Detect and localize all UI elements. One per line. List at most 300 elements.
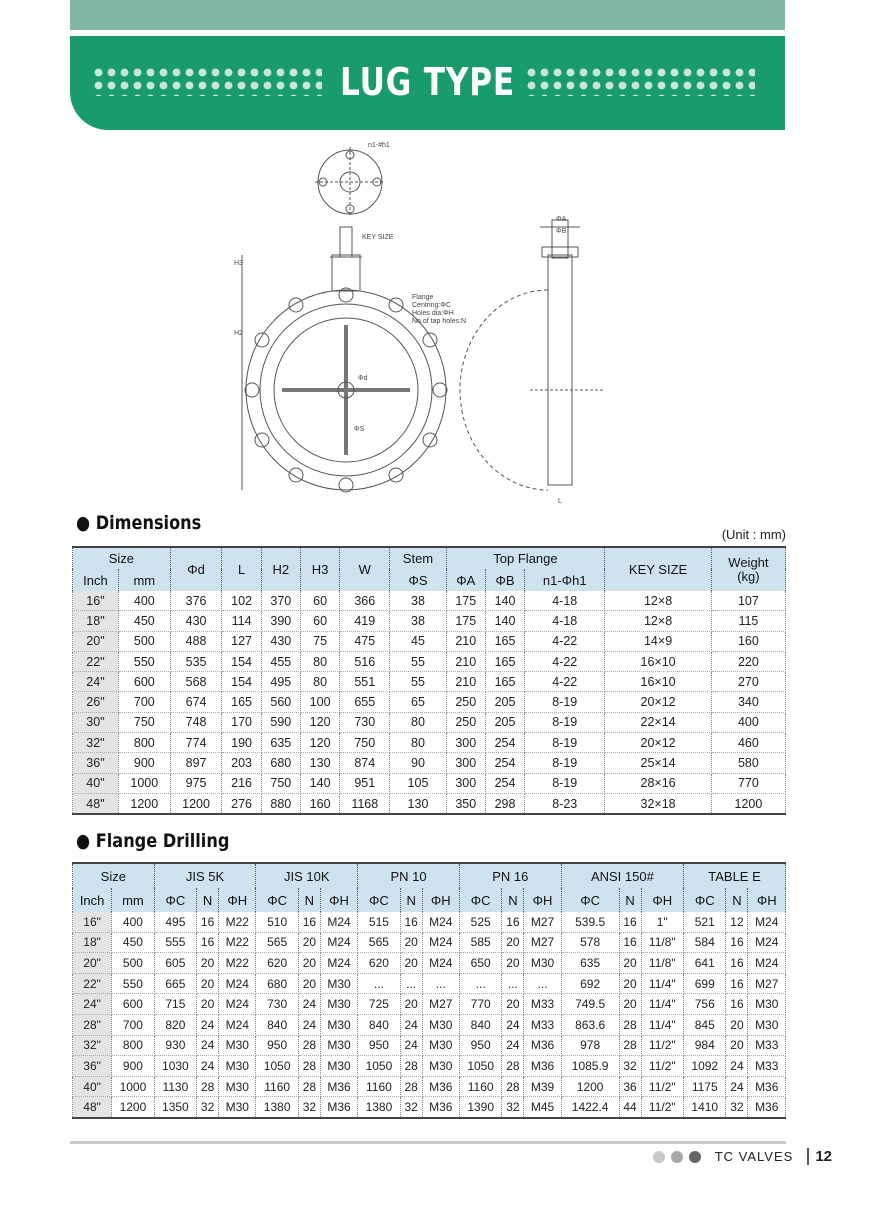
table-cell: 22": [73, 973, 112, 994]
footer-dot-icon: [671, 1151, 683, 1163]
table-cell: 175: [446, 591, 485, 611]
table-cell: 674: [170, 692, 222, 712]
table-cell: 715: [154, 994, 196, 1015]
table-cell: 1380: [256, 1097, 298, 1118]
table-cell: 80: [300, 672, 339, 692]
table-cell: 400: [112, 912, 154, 932]
table-cell: 665: [154, 973, 196, 994]
table-cell: 951: [340, 773, 390, 793]
table-cell: 140: [485, 611, 524, 631]
table-cell: 692: [561, 973, 619, 994]
table-cell: M24: [219, 973, 256, 994]
table-cell: 620: [358, 953, 400, 974]
table-cell: 276: [222, 793, 261, 814]
table-cell: 160: [300, 793, 339, 814]
table-cell: 400: [118, 591, 170, 611]
phid-label: Φd: [358, 375, 368, 382]
table-cell: M36: [748, 1076, 786, 1097]
table-row: [73, 912, 786, 932]
table-row: [73, 753, 786, 773]
sub-header: ΦC: [684, 888, 726, 912]
table-cell: 24: [298, 994, 320, 1015]
table-cell: 24: [197, 1014, 219, 1035]
page-title: LUG TYPE: [340, 60, 515, 104]
table-cell: 254: [485, 773, 524, 793]
table-cell: 1380: [358, 1097, 400, 1118]
table-cell: 20: [298, 953, 320, 974]
table-cell: 120: [300, 712, 339, 732]
w-header: W: [340, 547, 390, 591]
table-cell: 100: [300, 692, 339, 712]
table-cell: 1092: [684, 1056, 726, 1077]
table-cell: 24: [502, 1035, 524, 1056]
table-cell: 24": [73, 672, 119, 692]
inch-header: Inch: [73, 569, 119, 591]
table-cell: 500: [118, 631, 170, 651]
table-cell: 900: [112, 1056, 154, 1077]
table-cell: 20: [197, 994, 219, 1015]
page-header: [70, 36, 785, 130]
table-cell: 535: [170, 651, 222, 671]
table-cell: 419: [340, 611, 390, 631]
table-cell: 350: [446, 793, 485, 814]
table-cell: 60: [300, 611, 339, 631]
table-cell: 950: [358, 1035, 400, 1056]
table-cell: M24: [422, 932, 459, 953]
table-cell: M30: [320, 994, 357, 1015]
table-cell: 250: [446, 712, 485, 732]
table-cell: M30: [748, 1014, 786, 1035]
table-cell: 1200: [170, 793, 222, 814]
sub-header: ΦH: [641, 888, 684, 912]
table-cell: M24: [320, 912, 357, 932]
footer-dot-icon: [653, 1151, 665, 1163]
flange-title: Flange Drilling: [95, 830, 230, 852]
table-cell: 20: [197, 973, 219, 994]
table-cell: 800: [112, 1035, 154, 1056]
table-cell: 1200: [561, 1076, 619, 1097]
table-cell: 11/8": [641, 932, 684, 953]
table-cell: 130: [390, 793, 446, 814]
table-cell: 1410: [684, 1097, 726, 1118]
table-cell: 165: [485, 651, 524, 671]
table-cell: 1000: [118, 773, 170, 793]
table-cell: 38: [390, 591, 446, 611]
unit-label: (Unit : mm): [721, 527, 786, 542]
table-cell: 24: [726, 1056, 748, 1077]
table-cell: M22: [219, 932, 256, 953]
table-cell: 140: [485, 591, 524, 611]
table-cell: 650: [459, 953, 501, 974]
table-cell: 950: [459, 1035, 501, 1056]
sub-header: N: [298, 888, 320, 912]
table-row: [73, 1035, 786, 1056]
table-cell: M24: [748, 912, 786, 932]
sub-header: N: [502, 888, 524, 912]
table-cell: 216: [222, 773, 261, 793]
table-row: [73, 1097, 786, 1118]
table-cell: 635: [261, 733, 300, 753]
table-cell: 376: [170, 591, 222, 611]
table-cell: 8-19: [525, 692, 605, 712]
table-cell: 300: [446, 733, 485, 753]
sub-header: N: [619, 888, 641, 912]
table-cell: 580: [711, 753, 785, 773]
table-cell: 32: [619, 1056, 641, 1077]
table-cell: ...: [422, 973, 459, 994]
table-cell: 840: [256, 1014, 298, 1035]
table-cell: 1": [641, 912, 684, 932]
table-cell: 16: [726, 953, 748, 974]
table-cell: M30: [219, 1035, 256, 1056]
table-cell: 190: [222, 733, 261, 753]
table-cell: 680: [256, 973, 298, 994]
top-band: [70, 0, 785, 30]
table-cell: 495: [154, 912, 196, 932]
table-cell: 250: [446, 692, 485, 712]
table-cell: 820: [154, 1014, 196, 1035]
table-cell: 16: [726, 994, 748, 1015]
table-cell: 45: [390, 631, 446, 651]
table-cell: M30: [320, 1056, 357, 1077]
table-cell: 55: [390, 672, 446, 692]
table-cell: 730: [340, 712, 390, 732]
table-cell: 1130: [154, 1076, 196, 1097]
table-cell: 22": [73, 651, 119, 671]
table-cell: 254: [485, 733, 524, 753]
table-cell: 565: [358, 932, 400, 953]
table-cell: M24: [219, 1014, 256, 1035]
h3-header: H3: [300, 547, 339, 591]
table-cell: 700: [112, 1014, 154, 1035]
table-cell: 16: [298, 912, 320, 932]
table-cell: 750: [340, 733, 390, 753]
table-cell: 366: [340, 591, 390, 611]
table-cell: M24: [748, 932, 786, 953]
table-cell: 1422.4: [561, 1097, 619, 1118]
table-cell: 205: [485, 692, 524, 712]
table-cell: M30: [748, 994, 786, 1015]
table-cell: 30": [73, 712, 119, 732]
table-cell: 160: [711, 631, 785, 651]
table-row: [73, 733, 786, 753]
table-row: [73, 692, 786, 712]
table-cell: 20×12: [605, 692, 712, 712]
table-cell: M22: [219, 953, 256, 974]
table-cell: 11/2": [641, 1097, 684, 1118]
sub-header: ΦH: [524, 888, 561, 912]
table-cell: 32: [726, 1097, 748, 1118]
table-cell: 165: [485, 672, 524, 692]
dimensions-title: Dimensions: [95, 512, 202, 534]
dot-pattern-right: [525, 66, 755, 96]
table-cell: M30: [219, 1076, 256, 1097]
table-cell: M36: [320, 1097, 357, 1118]
table-cell: 18": [73, 932, 112, 953]
table-cell: 845: [684, 1014, 726, 1035]
table-cell: M30: [320, 973, 357, 994]
table-cell: 20: [502, 953, 524, 974]
table-cell: M24: [320, 953, 357, 974]
table-cell: M27: [524, 932, 561, 953]
table-cell: 20: [502, 932, 524, 953]
table-cell: 26": [73, 692, 119, 712]
table-cell: 154: [222, 651, 261, 671]
table-cell: 699: [684, 973, 726, 994]
table-cell: 510: [256, 912, 298, 932]
table-cell: 32: [502, 1097, 524, 1118]
table-cell: 20: [400, 953, 422, 974]
table-cell: 38: [390, 611, 446, 631]
table-cell: 16×10: [605, 672, 712, 692]
table-cell: 28: [197, 1076, 219, 1097]
phia-label: ΦA: [556, 216, 567, 223]
table-cell: 300: [446, 773, 485, 793]
table-cell: 24: [400, 1014, 422, 1035]
table-cell: M27: [524, 912, 561, 932]
table-cell: 300: [446, 753, 485, 773]
table-cell: 700: [118, 692, 170, 712]
table-cell: 210: [446, 672, 485, 692]
table-cell: 165: [485, 631, 524, 651]
page-footer: [653, 1148, 832, 1165]
table-cell: 4-18: [525, 591, 605, 611]
table-cell: 11/4": [641, 994, 684, 1015]
table-cell: 488: [170, 631, 222, 651]
table-cell: 28: [400, 1056, 422, 1077]
table-cell: M33: [748, 1056, 786, 1077]
table-cell: 500: [112, 953, 154, 974]
table-cell: 28: [502, 1056, 524, 1077]
table-cell: 20": [73, 953, 112, 974]
table-cell: 270: [711, 672, 785, 692]
table-cell: M36: [422, 1097, 459, 1118]
table-cell: 600: [118, 672, 170, 692]
table-cell: 12: [726, 912, 748, 932]
table-cell: M33: [524, 994, 561, 1015]
table-cell: 114: [222, 611, 261, 631]
table-cell: 140: [300, 773, 339, 793]
table-cell: 80: [390, 733, 446, 753]
table-cell: 1160: [358, 1076, 400, 1097]
table-cell: 655: [340, 692, 390, 712]
table-cell: 4-22: [525, 672, 605, 692]
table-row: [73, 631, 786, 651]
table-cell: 210: [446, 651, 485, 671]
table-cell: M27: [422, 994, 459, 1015]
table-row: [73, 1014, 786, 1035]
table-cell: 11/8": [641, 953, 684, 974]
sub-header: ΦH: [219, 888, 256, 912]
table-cell: 210: [446, 631, 485, 651]
table-cell: 1200: [118, 793, 170, 814]
table-row: [73, 712, 786, 732]
table-cell: 800: [118, 733, 170, 753]
footer-brand: TC VALVES: [714, 1149, 794, 1164]
table-cell: 254: [485, 753, 524, 773]
table-cell: 975: [170, 773, 222, 793]
table-cell: 20: [619, 973, 641, 994]
table-cell: 8-19: [525, 733, 605, 753]
table-cell: 400: [711, 712, 785, 732]
table-cell: 16: [619, 912, 641, 932]
s-header: ΦS: [390, 569, 446, 591]
table-cell: 584: [684, 932, 726, 953]
table-cell: 430: [170, 611, 222, 631]
table-cell: ...: [358, 973, 400, 994]
table-cell: 154: [222, 672, 261, 692]
table-cell: 1168: [340, 793, 390, 814]
table-cell: 24: [197, 1056, 219, 1077]
size-header: Size: [73, 547, 171, 569]
table-cell: 32": [73, 1035, 112, 1056]
table-cell: 90: [390, 753, 446, 773]
table-cell: 12×8: [605, 591, 712, 611]
table-row: [73, 651, 786, 671]
table-cell: M30: [320, 1014, 357, 1035]
table-cell: M27: [748, 973, 786, 994]
table-cell: 1175: [684, 1076, 726, 1097]
phib-label: ΦB: [556, 228, 567, 235]
table-cell: 28": [73, 1014, 112, 1035]
table-row: [73, 672, 786, 692]
table-cell: 20: [400, 932, 422, 953]
table-cell: ...: [459, 973, 501, 994]
table-cell: 16: [619, 932, 641, 953]
flange-heading: ● Flange Drilling: [76, 830, 230, 852]
table-cell: 175: [446, 611, 485, 631]
table-cell: 36": [73, 753, 119, 773]
table-cell: 950: [256, 1035, 298, 1056]
sub-header: ΦC: [561, 888, 619, 912]
sub-header: mm: [112, 888, 154, 912]
table-cell: 32": [73, 733, 119, 753]
holes-label: n1-#h1: [368, 142, 390, 149]
table-cell: 8-19: [525, 773, 605, 793]
table-cell: M36: [422, 1076, 459, 1097]
standard-header: TABLE E: [684, 863, 786, 888]
flange-tap-label: No.of tap holes:N: [412, 318, 467, 325]
mm-header: mm: [118, 569, 170, 591]
table-cell: 75: [300, 631, 339, 651]
table-cell: 32×18: [605, 793, 712, 814]
d-header: Φd: [170, 547, 222, 591]
flange-centring-label: Centring:ΦC: [412, 302, 452, 309]
table-cell: 680: [261, 753, 300, 773]
table-cell: 930: [154, 1035, 196, 1056]
table-cell: 730: [256, 994, 298, 1015]
table-cell: 11/2": [641, 1076, 684, 1097]
valve-drawing: [230, 135, 610, 515]
flange-holes-label: Holes dia:ΦH: [412, 310, 454, 317]
table-cell: 20: [619, 994, 641, 1015]
table-cell: 450: [112, 932, 154, 953]
table-row: [73, 611, 786, 631]
table-cell: 32: [400, 1097, 422, 1118]
table-cell: 16: [400, 912, 422, 932]
table-cell: 60: [300, 591, 339, 611]
flange-label: Flange: [412, 294, 434, 301]
table-cell: 770: [459, 994, 501, 1015]
table-cell: M30: [320, 1035, 357, 1056]
table-cell: 11/4": [641, 973, 684, 994]
table-cell: 430: [261, 631, 300, 651]
table-cell: 863.6: [561, 1014, 619, 1035]
table-cell: 20: [197, 953, 219, 974]
table-cell: 16": [73, 912, 112, 932]
key-size-header: KEY SIZE: [605, 547, 712, 591]
dimensions-heading: ● Dimensions: [76, 512, 202, 534]
standard-header: PN 10: [358, 863, 460, 888]
footer-line: [70, 1141, 786, 1144]
table-cell: 1390: [459, 1097, 501, 1118]
table-cell: M24: [219, 994, 256, 1015]
key-size-label: KEY SIZE: [362, 234, 394, 241]
table-row: [73, 1056, 786, 1077]
table-row: [73, 793, 786, 814]
table-cell: 36: [619, 1076, 641, 1097]
table-cell: 605: [154, 953, 196, 974]
sub-header: ΦH: [320, 888, 357, 912]
table-cell: M36: [748, 1097, 786, 1118]
standard-header: JIS 10K: [256, 863, 358, 888]
table-cell: 36": [73, 1056, 112, 1077]
table-cell: 48": [73, 793, 119, 814]
table-cell: 900: [118, 753, 170, 773]
table-cell: 16": [73, 591, 119, 611]
table-cell: 750: [261, 773, 300, 793]
table-cell: 16: [726, 932, 748, 953]
sub-header: ΦH: [422, 888, 459, 912]
dimensions-table: [72, 546, 786, 815]
table-cell: M39: [524, 1076, 561, 1097]
table-cell: 80: [300, 651, 339, 671]
h2-label: H2: [234, 330, 243, 337]
table-cell: 203: [222, 753, 261, 773]
table-cell: 1050: [459, 1056, 501, 1077]
stem-header: Stem: [390, 547, 446, 569]
table-cell: M33: [748, 1035, 786, 1056]
table-row: [73, 591, 786, 611]
table-cell: 32: [298, 1097, 320, 1118]
table-cell: 390: [261, 611, 300, 631]
flange-drilling-table: [72, 862, 786, 1119]
n1h1-header: n1-Φh1: [525, 569, 605, 591]
standard-header: PN 16: [459, 863, 561, 888]
table-cell: 20: [298, 932, 320, 953]
table-cell: 115: [711, 611, 785, 631]
table-cell: M30: [219, 1097, 256, 1118]
table-cell: 516: [340, 651, 390, 671]
table-cell: 1050: [358, 1056, 400, 1077]
table-cell: 370: [261, 591, 300, 611]
table-cell: 555: [154, 932, 196, 953]
table-cell: 4-18: [525, 611, 605, 631]
table-cell: 107: [711, 591, 785, 611]
table-cell: 8-19: [525, 753, 605, 773]
table-cell: 515: [358, 912, 400, 932]
table-cell: 24: [502, 1014, 524, 1035]
table-cell: 170: [222, 712, 261, 732]
table-cell: 12×8: [605, 611, 712, 631]
table-cell: 550: [118, 651, 170, 671]
l-label: L: [558, 498, 562, 505]
table-cell: 24: [400, 1035, 422, 1056]
table-cell: M36: [524, 1056, 561, 1077]
table-cell: 28: [619, 1014, 641, 1035]
table-cell: 11/2": [641, 1035, 684, 1056]
table-cell: 16: [502, 912, 524, 932]
